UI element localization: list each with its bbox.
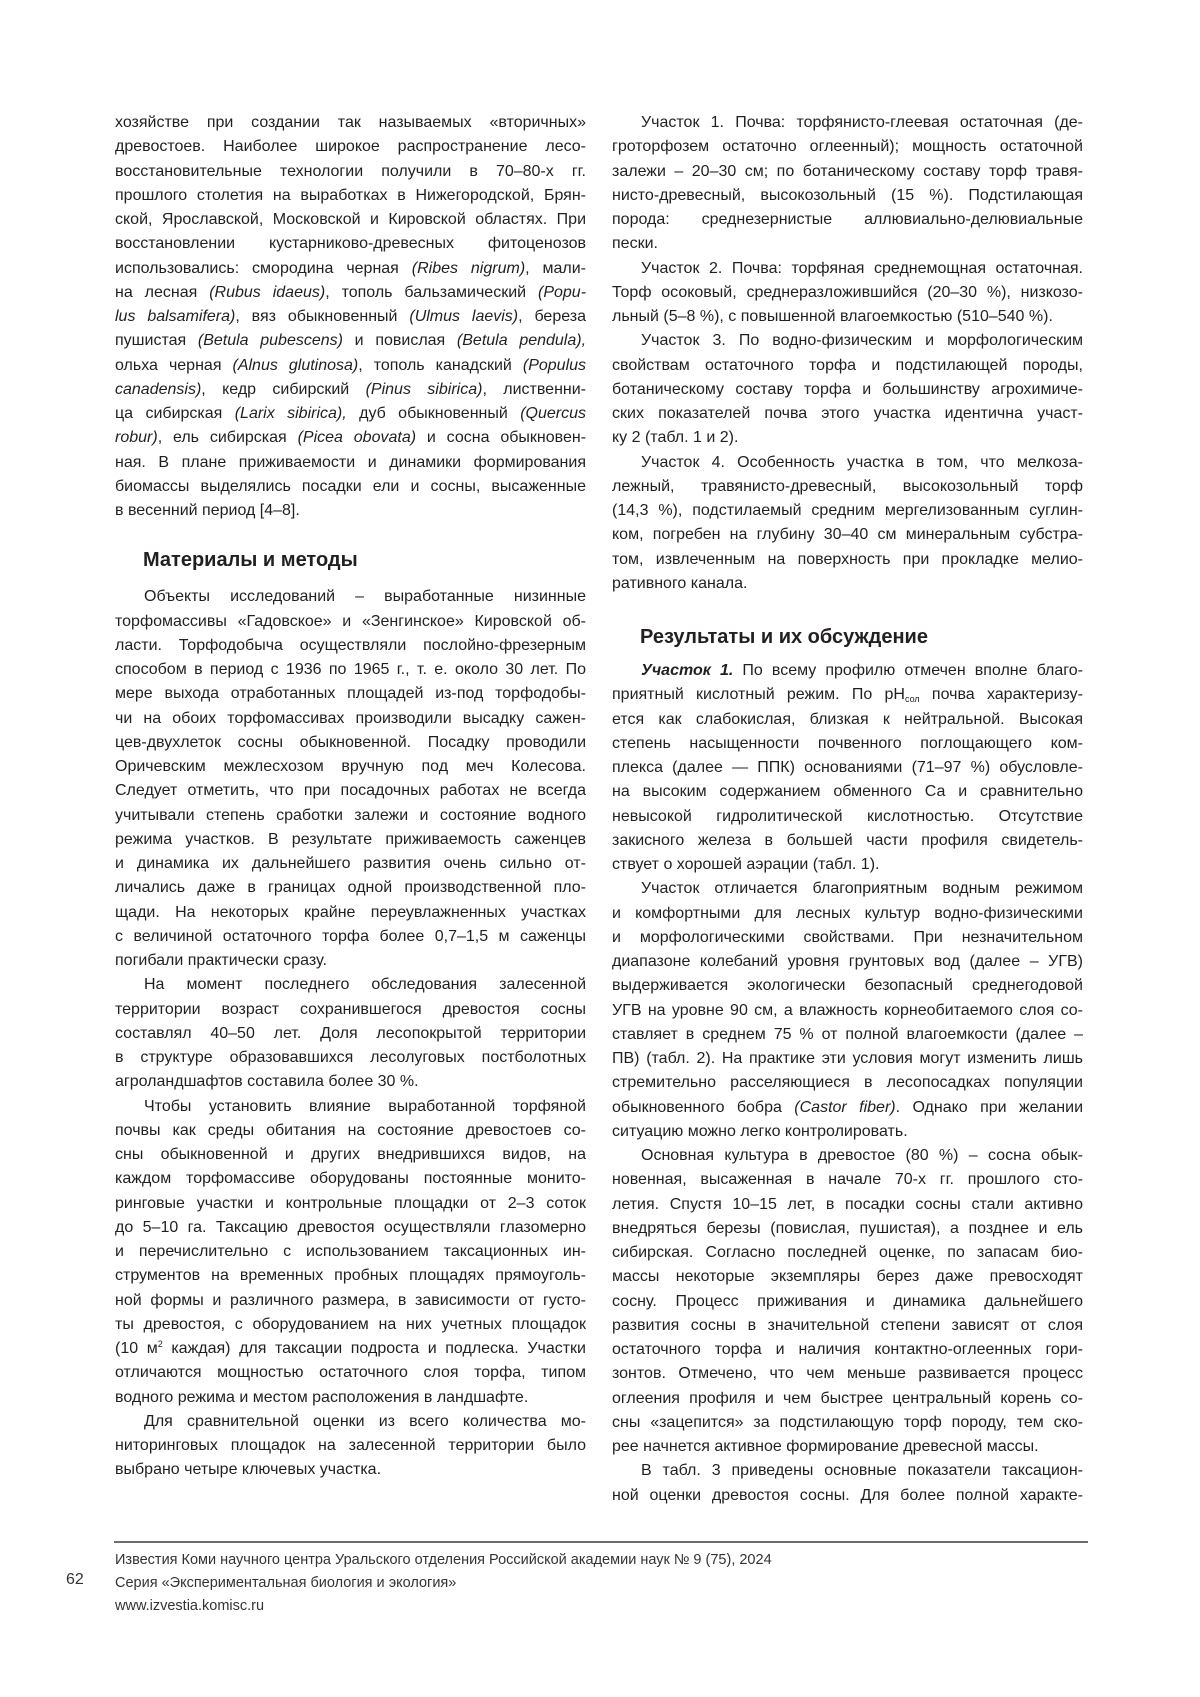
text-line: гроторфозем остаточно оглеенный); мощность остаточной [612, 135, 1083, 159]
paragraph [115, 1095, 586, 1410]
text-line: Участок 2. Почва: торфяная среднемощная остаточная. [612, 257, 1083, 281]
text-line: невысокой гидролитической кислотностью. Отсутствие [612, 805, 1083, 829]
text-line: способом в период с 1936 по 1965 г., т. е. около 30 лет. По [115, 658, 586, 682]
text-line: ставляет в среднем 75 % от полной влагоемкости (далее – [612, 1023, 1083, 1047]
text-line: струментов на временных пробных площадях прямоуголь- [115, 1264, 586, 1288]
text-line: почвы как среды обитания на состояние древостоев со- [115, 1119, 586, 1143]
text-line: Объекты исследований – выработанные низинные [115, 585, 586, 609]
text-line: в структуре образовавшихся лесолуговых постболотных [115, 1046, 586, 1070]
text-line: личались даже в границах одной производственной пло- [115, 876, 586, 900]
paragraph [612, 111, 1083, 257]
text-line: ботаническому составу торфа и большинству агрохимиче- [612, 378, 1083, 402]
text-run: , вяз обыкновенный [235, 308, 409, 325]
text-run: и сосна обыкновен- [416, 429, 586, 446]
text-line: На момент последнего обследования залесенной [115, 973, 586, 997]
text-line: степень насыщенности почвенного поглощающего ком- [612, 732, 1083, 756]
text-line: плекса (далее — ППК) основаниями (71–97 %) обусловле- [612, 756, 1083, 780]
text-run: использовались: смородина черная [115, 260, 412, 277]
text-line: Чтобы установить влияние выработанной торфяной [115, 1095, 586, 1119]
text-line: лежный, травянисто-древесный, высокозольный торф [612, 475, 1083, 499]
text-line: погибали практически сразу. [115, 949, 586, 973]
journal-url-link[interactable]: www.izvestia.komisc.ru [115, 1595, 772, 1618]
text-line: УГВ на уровне 90 см, а влажность корнеобитаемого слоя со- [612, 999, 1083, 1023]
section-heading: Результаты и их обсуждение [612, 622, 1083, 652]
text-line: сны «зацепится» за подстилающую торф породу, тем ско- [612, 1411, 1083, 1435]
text-line: диапазоне колебаний уровня грунтовых вод (далее – УГВ) [612, 950, 1083, 974]
italic-term: (Alnus glutinosa) [233, 357, 359, 374]
text-line: новенная, высаженная в начале 70-х гг. прошлого сто- [612, 1168, 1083, 1192]
text-line: развития сосны в значительной степени зависят от слоя [612, 1314, 1083, 1338]
text-line [115, 426, 586, 450]
text-line: свойствам остаточного торфа и подстилающей породы, [612, 354, 1083, 378]
italic-term: (Rubus idaeus) [209, 284, 325, 301]
superscript: 2 [158, 1339, 163, 1349]
paragraph [612, 451, 1083, 597]
text-line: и динамика их дальнейшего развития очень сильно от- [115, 852, 586, 876]
italic-term: canadensis) [115, 381, 201, 398]
text-line: рее начнется активное формирование древесной массы. [612, 1435, 1083, 1459]
text-line: водного режима и местом расположения в ландшафте. [115, 1386, 586, 1410]
text-run: каждая) для таксации подроста и подлеска. Участки [163, 1340, 586, 1357]
paragraph [612, 1459, 1083, 1508]
italic-term: (Quercus [520, 405, 586, 422]
text-run: (10 м [115, 1340, 158, 1357]
text-line [115, 378, 586, 402]
text-run: ца сибирская [115, 405, 235, 422]
text-line [115, 305, 586, 329]
text-line: Для сравнительной оценки из всего количества мо- [115, 1410, 586, 1434]
text-line [612, 659, 1083, 683]
text-line: цев-двухлеток сосны обыкновенной. Посадку проводили [115, 731, 586, 755]
left-column [115, 111, 586, 1483]
text-line: массы некоторые экземпляры берез даже превосходят [612, 1265, 1083, 1289]
text-line [612, 1096, 1083, 1120]
text-line [115, 281, 586, 305]
text-line: составлял 40–50 лет. Доля лесопокрытой территории [115, 1022, 586, 1046]
text-run: , тополь канадский [358, 357, 523, 374]
paragraph [612, 659, 1083, 877]
text-run: . Однако при желании [896, 1099, 1083, 1116]
text-line: Участок 3. По водно-физическим и морфологическим [612, 329, 1083, 353]
text-run: пушистая [115, 332, 198, 349]
text-line: ских показателей почва этого участка идентична участ- [612, 402, 1083, 426]
text-line: торфомассивы «Гадовское» и «Зенгинское» Кировской об- [115, 610, 586, 634]
text-line: ствует о хорошей аэрации (табл. 1). [612, 853, 1083, 877]
text-line: ринговые участки и контрольные площадки от 2–3 соток [115, 1192, 586, 1216]
text-line: выбрано четыре ключевых участка. [115, 1458, 586, 1482]
text-line: отличаются мощностью остаточного слоя торфа, типом [115, 1361, 586, 1385]
text-line: ративного канала. [612, 572, 1083, 596]
text-line: порода: среднезернистые аллювиально-делювиальные [612, 208, 1083, 232]
text-line: Следует отметить, что при посадочных работах не всегда [115, 779, 586, 803]
text-line: ной оценки древостоя сосны. Для более полной характе- [612, 1484, 1083, 1508]
italic-term: (Pinus sibirica) [366, 381, 483, 398]
footer [115, 1549, 772, 1618]
italic-term: lus balsamifera) [115, 308, 235, 325]
text-run: ольха черная [115, 357, 233, 374]
text-line: Участок отличается благоприятным водным режимом [612, 877, 1083, 901]
text-line [115, 354, 586, 378]
text-line: ется как слабокислая, близкая к нейтральной. Высокая [612, 708, 1083, 732]
text-line: ная. В плане приживаемости и динамики формирования [115, 451, 586, 475]
text-run: , лиственни- [482, 381, 586, 398]
text-line: ласти. Торфодобыча осуществляли послойно-фрезерным [115, 634, 586, 658]
text-line: нисто-древесный, высокозольный (15 %). Подстилающая [612, 184, 1083, 208]
text-line [115, 1337, 586, 1361]
text-line: территории возраст сохранившегося древостоя сосны [115, 998, 586, 1022]
text-line: и морфологическими свойствами. При незначительном [612, 926, 1083, 950]
text-line: пески. [612, 232, 1083, 256]
text-line: щади. На некоторых крайне переувлажненных участках [115, 901, 586, 925]
text-line: остаточного торфа и наличия контактно-оглеенных гори- [612, 1338, 1083, 1362]
text-line: сны обыкновенной и других внедрившихся видов, на [115, 1143, 586, 1167]
right-column [612, 111, 1083, 1508]
text-line: ку 2 (табл. 1 и 2). [612, 426, 1083, 450]
italic-term: (Ulmus laevis) [409, 308, 518, 325]
journal-title: Известия Коми научного центра Уральского отделения Российской академии наук № 9 (75), 2024 [115, 1549, 772, 1572]
text-line: до 5–10 га. Таксацию древостоя осуществляли глазомерно [115, 1216, 586, 1240]
text-line: чи на обоих торфомассивах производили высадку сажен- [115, 707, 586, 731]
text-run: почва характеризу- [920, 686, 1083, 703]
journal-series: Серия «Экспериментальная биология и экология» [115, 1572, 772, 1595]
text-line: Оричевским межлесхозом вручную под меч Колесова. [115, 755, 586, 779]
text-run: , ель сибирская [158, 429, 298, 446]
text-run: , береза [518, 308, 586, 325]
text-line: (14,3 %), подстилаемый средним мергелизованным суглин- [612, 499, 1083, 523]
italic-term: robur) [115, 429, 158, 446]
text-line: Основная культура в древостое (80 %) – сосна обык- [612, 1144, 1083, 1168]
italic-term: (Ribes nigrum) [412, 260, 525, 277]
text-line: ситуацию можно легко контролировать. [612, 1120, 1083, 1144]
subscript: сол [905, 694, 920, 704]
text-line: В табл. 3 приведены основные показатели таксацион- [612, 1459, 1083, 1483]
text-line: льный (5–8 %), с повышенной влагоемкостью (510–540 %). [612, 305, 1083, 329]
section-heading: Материалы и методы [115, 545, 586, 575]
italic-term: (Betula pubescens) [198, 332, 343, 349]
page-number: 62 [66, 1571, 84, 1589]
text-line: и комфортными для лесных культур водно-физическими [612, 902, 1083, 926]
text-line: зонтов. Отмечено, что чем меньше развивается процесс [612, 1362, 1083, 1386]
text-line: сибирская. Согласно последней оценке, по запасам био- [612, 1241, 1083, 1265]
bold-italic-label: Участок 1. [641, 662, 733, 679]
text-line: том, извлеченным на поверхность при прокладке мелио- [612, 548, 1083, 572]
text-line: агроландшафтов составила более 30 %. [115, 1070, 586, 1094]
text-run: , мали- [525, 260, 586, 277]
footer-divider [114, 1541, 1088, 1543]
text-run: дуб обыкновенный [347, 405, 521, 422]
text-line: восстановительные технологии получили в 70–80-х гг. [115, 160, 586, 184]
text-line: древостоев. Наиболее широкое распространение лесо- [115, 135, 586, 159]
text-line: учитывали степень сработки залежи и состояние водного [115, 804, 586, 828]
text-run: По всему профилю отмечен вполне благо- [733, 662, 1083, 679]
text-line: восстановлении кустарниково-древесных фитоценозов [115, 232, 586, 256]
text-line: на высоким содержанием обменного Са и сравнительно [612, 780, 1083, 804]
italic-term: (Castor fiber) [794, 1099, 895, 1116]
text-line: летия. Спустя 10–15 лет, в посадки сосны стали активно [612, 1193, 1083, 1217]
paragraph [612, 1144, 1083, 1459]
text-line: внедряться березы (повислая, пушистая), а позднее и ель [612, 1217, 1083, 1241]
text-line: закисного железа в большей части профиля свидетель- [612, 829, 1083, 853]
paragraph [612, 329, 1083, 450]
text-line: Торф осоковый, среднеразложившийся (20–30 %), низкозо- [612, 281, 1083, 305]
text-line: стремительно расселяющиеся в лесопосадках популяции [612, 1071, 1083, 1095]
text-run: , тополь бальзамический [325, 284, 538, 301]
text-line: залежи – 20–30 см; по ботаническому составу торф травя- [612, 160, 1083, 184]
text-line: ПВ) (табл. 2). На практике эти условия могут изменить лишь [612, 1047, 1083, 1071]
text-line: с величиной остаточного торфа более 0,7–1,5 м саженцы [115, 925, 586, 949]
italic-term: (Larix sibirica), [235, 405, 347, 422]
text-line [612, 683, 1083, 707]
text-line: мере выхода отработанных площадей из-под торфодобы- [115, 682, 586, 706]
text-line [115, 257, 586, 281]
paragraph [115, 973, 586, 1094]
text-line: сосну. Процесс приживания и динамика дальнейшего [612, 1290, 1083, 1314]
paragraph [612, 257, 1083, 330]
text-line: биомассы выделялись посадки ели и сосны, высаженные [115, 475, 586, 499]
paragraph [612, 877, 1083, 1144]
text-line: ской, Ярославской, Московской и Кировской областях. При [115, 208, 586, 232]
text-line: прошлого столетия на выработках в Нижегородской, Брян- [115, 184, 586, 208]
text-line: Участок 4. Особенность участка в том, что мелкоза- [612, 451, 1083, 475]
text-line: в весенний период [4–8]. [115, 499, 586, 523]
text-line: выдерживается экологически безопасный среднегодовой [612, 974, 1083, 998]
text-line [115, 402, 586, 426]
text-run: и повислая [343, 332, 457, 349]
text-run: обыкновенного бобра [612, 1099, 794, 1116]
text-line: и перечислительно с использованием таксационных ин- [115, 1240, 586, 1264]
paragraph [115, 585, 586, 973]
text-run: , кедр сибирский [201, 381, 365, 398]
italic-term: (Picea obovata) [298, 429, 416, 446]
text-line: Участок 1. Почва: торфянисто-глеевая остаточная (де- [612, 111, 1083, 135]
italic-term: (Popu- [538, 284, 586, 301]
text-line: оглеения профиля и чем быстрее центральный корень со- [612, 1387, 1083, 1411]
text-line: хозяйстве при создании так называемых «вторичных» [115, 111, 586, 135]
text-run: приятный кислотный режим. По pH [612, 686, 905, 703]
italic-term: (Betula pendula), [457, 332, 586, 349]
italic-term: (Populus [523, 357, 586, 374]
text-line: каждом торфомассиве оборудованы постоянные монито- [115, 1167, 586, 1191]
text-run: на лесная [115, 284, 209, 301]
text-line: ной формы и различного размера, в зависимости от густо- [115, 1289, 586, 1313]
text-line [115, 329, 586, 353]
text-line: ком, погребен на глубину 30–40 см минеральным субстра- [612, 523, 1083, 547]
text-line: ты древостоя, с оборудованием на них учетных площадок [115, 1313, 586, 1337]
text-line: режима участков. В результате приживаемость саженцев [115, 828, 586, 852]
text-line: ниторинговых площадок на залесенной территории было [115, 1434, 586, 1458]
paragraph [115, 1410, 586, 1483]
paragraph [115, 111, 586, 523]
